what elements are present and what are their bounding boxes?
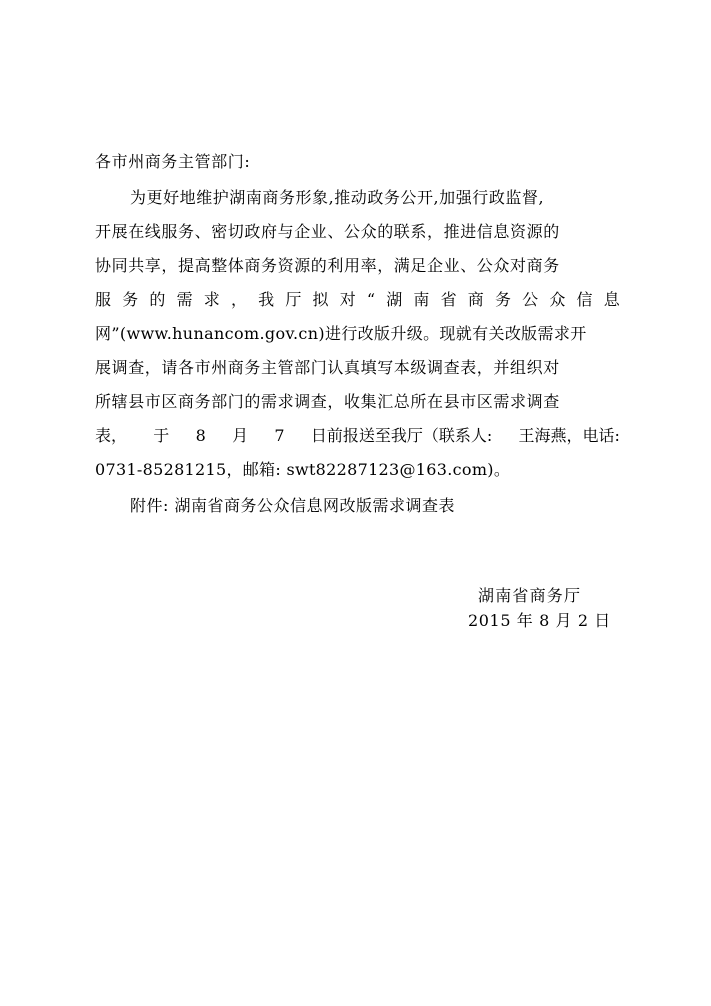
body-line-7: 所辖县市区商务部门的需求调查，收集汇总所在县市区需求调查 <box>95 392 560 411</box>
body-line-3: 协同共享，提高整体商务资源的利用率，满足企业、公众对商务 <box>95 256 560 275</box>
justified-token: 南 <box>413 290 430 309</box>
body-line-8 <box>95 426 620 446</box>
justified-token: 月 <box>232 426 249 445</box>
justified-token: 省 <box>440 290 457 309</box>
date: 2015 年 8 月 2 日 <box>468 611 611 630</box>
justified-token: 拟 <box>312 290 329 309</box>
justified-token: “ <box>366 290 376 309</box>
justified-token: 众 <box>549 290 566 309</box>
justified-token: 7 <box>274 426 285 445</box>
justified-token: ， <box>230 290 247 309</box>
body-line-2: 开展在线服务、密切政府与企业、公众的联系，推进信息资源的 <box>95 222 560 241</box>
justified-token: 的 <box>149 290 166 309</box>
justified-token: 8 <box>195 426 206 445</box>
signer: 湖南省商务厅 <box>478 586 582 605</box>
justified-token: 息 <box>603 290 620 309</box>
body-line-9: 0731-85281215，邮箱: swt82287123@163.com)。 <box>95 460 511 479</box>
justified-token: 湖 <box>386 290 403 309</box>
justified-token: 求 <box>203 290 220 309</box>
justified-token: 信 <box>576 290 593 309</box>
body-line-6: 展调查，请各市州商务主管部门认真填写本级调查表，并组织对 <box>95 358 560 377</box>
justified-token: 我 <box>258 290 275 309</box>
justified-token: 服 <box>95 290 112 309</box>
body-line-1: 为更好地维护湖南商务形象,推动政务公开,加强行政监督, <box>130 188 545 207</box>
salutation: 各市州商务主管部门: <box>95 152 251 171</box>
justified-token: 于 <box>153 426 170 445</box>
justified-token: 表， <box>95 426 128 445</box>
justified-token: 对 <box>339 290 356 309</box>
justified-token: 厅 <box>285 290 302 309</box>
body-line-5: 网”(www.hunancom.gov.cn)进行改版升级。现就有关改版需求开 <box>95 324 587 343</box>
justified-token: 王海燕，电话: <box>518 426 620 445</box>
justified-token: 务 <box>122 290 139 309</box>
justified-token: 公 <box>522 290 539 309</box>
justified-token: 务 <box>494 290 511 309</box>
justified-token: 需 <box>176 290 193 309</box>
attachment-note: 附件: 湖南省商务公众信息网改版需求调查表 <box>130 496 455 515</box>
body-line-4 <box>95 290 620 310</box>
justified-token: 日前报送至我厅（联系人: <box>310 426 493 445</box>
justified-token: 商 <box>467 290 484 309</box>
